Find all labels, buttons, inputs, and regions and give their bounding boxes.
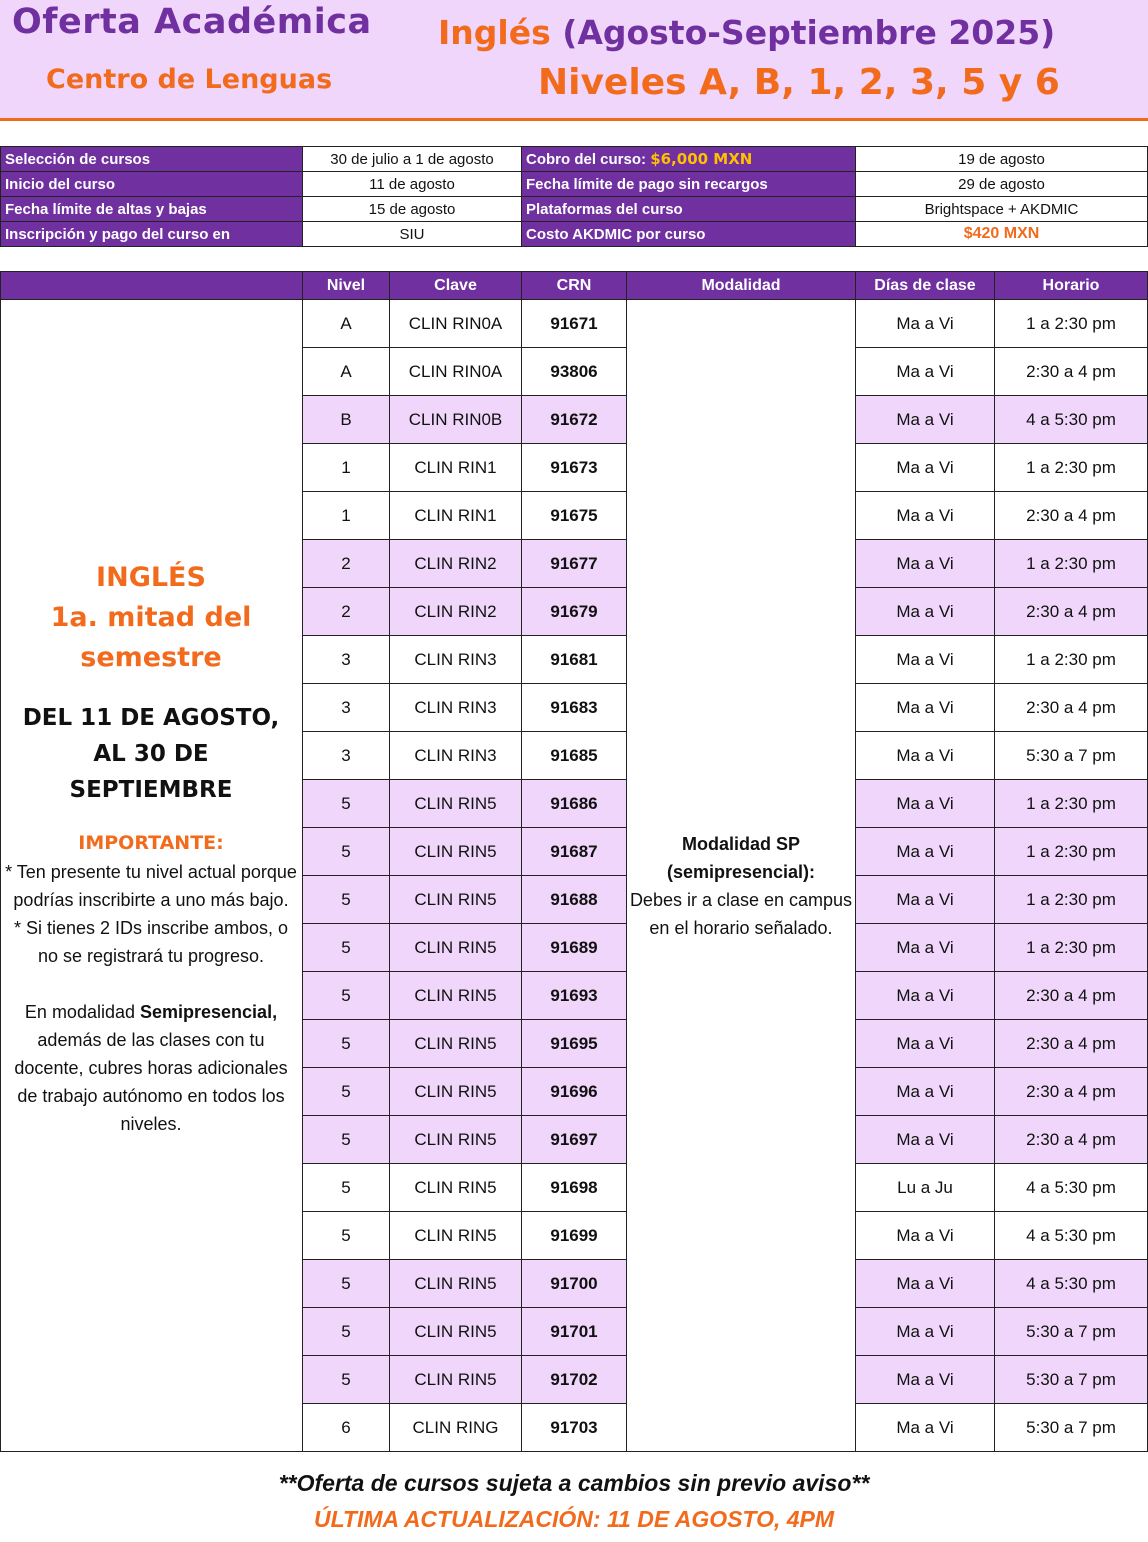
cell-nivel: 3 <box>303 732 390 780</box>
cell-crn: 91685 <box>522 732 627 780</box>
cell-clave: CLIN RIN5 <box>390 972 522 1020</box>
header-clave: Clave <box>390 272 522 300</box>
header-horario: Horario <box>995 272 1148 300</box>
cell-nivel: 6 <box>303 1404 390 1452</box>
cell-horario: 1 a 2:30 pm <box>995 636 1148 684</box>
cell-dias: Ma a Vi <box>856 540 995 588</box>
cell-dias: Ma a Vi <box>856 924 995 972</box>
cell-clave: CLIN RIN5 <box>390 1356 522 1404</box>
cell-dias: Ma a Vi <box>856 1308 995 1356</box>
last-updated-text: ÚLTIMA ACTUALIZACIÓN: 11 DE AGOSTO, 4PM <box>313 1506 835 1532</box>
cell-clave: CLIN RIN5 <box>390 1260 522 1308</box>
cell-clave: CLIN RIN0A <box>390 348 522 396</box>
cell-dias: Ma a Vi <box>856 1356 995 1404</box>
cell-nivel: 5 <box>303 828 390 876</box>
cell-horario: 1 a 2:30 pm <box>995 300 1148 348</box>
cell-clave: CLIN RIN5 <box>390 1164 522 1212</box>
course-name-line: semestre <box>80 642 222 673</box>
cell-horario: 2:30 a 4 pm <box>995 492 1148 540</box>
cobro-price: $6,000 MXN <box>650 150 753 168</box>
cell-dias: Ma a Vi <box>856 300 995 348</box>
cell-clave: CLIN RIN1 <box>390 444 522 492</box>
cell-nivel: 2 <box>303 588 390 636</box>
disclaimer-text: **Oferta de cursos sujeta a cambios sin previo aviso** <box>278 1470 870 1496</box>
cell-nivel: 5 <box>303 1164 390 1212</box>
cell-clave: CLIN RIN3 <box>390 636 522 684</box>
cell-dias: Ma a Vi <box>856 828 995 876</box>
cobro-label: Cobro del curso: <box>526 151 647 168</box>
cell-crn: 91672 <box>522 396 627 444</box>
info-value: SIU <box>303 222 522 247</box>
course-name-line: INGLÉS <box>96 562 206 593</box>
modalidad-title: Modalidad SP <box>681 834 800 854</box>
cell-dias: Ma a Vi <box>856 732 995 780</box>
cell-nivel: A <box>303 300 390 348</box>
course-info-panel <box>1 300 303 1452</box>
header-modalidad: Modalidad <box>627 272 856 300</box>
page-title: Oferta Académica <box>12 2 372 42</box>
cell-horario: 5:30 a 7 pm <box>995 1356 1148 1404</box>
info-label: Costo AKDMIC por curso <box>522 222 856 247</box>
cell-dias: Lu a Ju <box>856 1164 995 1212</box>
page-subtitle: Centro de Lenguas <box>46 64 333 95</box>
course-title <box>438 13 1098 52</box>
cell-crn: 91679 <box>522 588 627 636</box>
cell-clave: CLIN RIN5 <box>390 924 522 972</box>
cell-nivel: 5 <box>303 1356 390 1404</box>
cell-nivel: 5 <box>303 924 390 972</box>
info-value: 29 de agosto <box>856 172 1148 197</box>
cell-nivel: 2 <box>303 540 390 588</box>
important-note: * Si tienes 2 IDs inscribe ambos, o no se registrará tu progreso. <box>13 918 289 966</box>
cell-horario: 4 a 5:30 pm <box>995 1212 1148 1260</box>
info-label: Inscripción y pago del curso en <box>1 222 303 247</box>
schedule-table <box>0 271 1148 1452</box>
header-crn: CRN <box>522 272 627 300</box>
cell-crn: 91695 <box>522 1020 627 1068</box>
cell-dias: Ma a Vi <box>856 1116 995 1164</box>
course-name-line: 1a. mitad del <box>50 602 252 633</box>
cell-dias: Ma a Vi <box>856 1020 995 1068</box>
cell-horario: 2:30 a 4 pm <box>995 348 1148 396</box>
modalidad-text: Debes ir a clase en campus en el horario señalado. <box>629 890 853 938</box>
cell-crn: 91677 <box>522 540 627 588</box>
cell-nivel: 1 <box>303 492 390 540</box>
cell-crn: 91696 <box>522 1068 627 1116</box>
cell-dias: Ma a Vi <box>856 636 995 684</box>
cell-horario: 1 a 2:30 pm <box>995 924 1148 972</box>
cell-nivel: 5 <box>303 1212 390 1260</box>
cell-clave: CLIN RIN2 <box>390 588 522 636</box>
header-banner <box>0 0 1148 118</box>
cell-horario: 5:30 a 7 pm <box>995 1404 1148 1452</box>
cell-crn: 91671 <box>522 300 627 348</box>
cell-nivel: 5 <box>303 876 390 924</box>
cell-clave: CLIN RIN2 <box>390 540 522 588</box>
cell-horario: 2:30 a 4 pm <box>995 972 1148 1020</box>
cell-clave: CLIN RIN5 <box>390 1308 522 1356</box>
cell-crn: 91693 <box>522 972 627 1020</box>
cell-clave: CLIN RIN5 <box>390 1068 522 1116</box>
modality-note-pre: En modalidad <box>24 1002 140 1022</box>
info-value: 19 de agosto <box>856 147 1148 172</box>
info-label: Fecha límite de altas y bajas <box>1 197 303 222</box>
cell-clave: CLIN RIN5 <box>390 1212 522 1260</box>
cell-crn: 91703 <box>522 1404 627 1452</box>
info-value: 11 de agosto <box>303 172 522 197</box>
cell-clave: CLIN RIN0A <box>390 300 522 348</box>
schedule-body <box>1 300 1148 1452</box>
cell-horario: 2:30 a 4 pm <box>995 684 1148 732</box>
cell-horario: 1 a 2:30 pm <box>995 444 1148 492</box>
cell-clave: CLIN RIN1 <box>390 492 522 540</box>
cell-crn: 91689 <box>522 924 627 972</box>
cell-crn: 91697 <box>522 1116 627 1164</box>
cell-crn: 91673 <box>522 444 627 492</box>
info-table <box>0 146 1148 247</box>
cell-horario: 4 a 5:30 pm <box>995 396 1148 444</box>
cell-horario: 1 a 2:30 pm <box>995 876 1148 924</box>
cell-dias: Ma a Vi <box>856 684 995 732</box>
cell-clave: CLIN RIN0B <box>390 396 522 444</box>
cell-horario: 1 a 2:30 pm <box>995 780 1148 828</box>
info-value: $420 MXN <box>856 222 1148 247</box>
cell-clave: CLIN RIN5 <box>390 828 522 876</box>
info-label: Fecha límite de pago sin recargos <box>522 172 856 197</box>
cell-clave: CLIN RIN5 <box>390 1116 522 1164</box>
course-info-content <box>1 558 301 1138</box>
cell-clave: CLIN RIN3 <box>390 684 522 732</box>
cell-clave: CLIN RIN5 <box>390 876 522 924</box>
cell-nivel: 5 <box>303 780 390 828</box>
cell-horario: 5:30 a 7 pm <box>995 732 1148 780</box>
cell-horario: 1 a 2:30 pm <box>995 540 1148 588</box>
table-row <box>1 300 1148 348</box>
cell-crn: 93806 <box>522 348 627 396</box>
cell-dias: Ma a Vi <box>856 492 995 540</box>
cell-dias: Ma a Vi <box>856 780 995 828</box>
cell-clave: CLIN RING <box>390 1404 522 1452</box>
cell-dias: Ma a Vi <box>856 1212 995 1260</box>
cell-nivel: 5 <box>303 1308 390 1356</box>
course-dates-line: AL 30 DE <box>93 741 209 767</box>
course-period: (Agosto-Septiembre 2025) <box>562 13 1056 52</box>
cell-dias: Ma a Vi <box>856 1404 995 1452</box>
header-blank <box>1 272 303 300</box>
cell-clave: CLIN RIN5 <box>390 780 522 828</box>
header-divider <box>0 118 1148 121</box>
cell-dias: Ma a Vi <box>856 348 995 396</box>
cell-horario: 1 a 2:30 pm <box>995 828 1148 876</box>
cell-nivel: 3 <box>303 684 390 732</box>
cell-nivel: 5 <box>303 1068 390 1116</box>
cell-clave: CLIN RIN3 <box>390 732 522 780</box>
course-dates <box>1 700 301 808</box>
cell-horario: 2:30 a 4 pm <box>995 1068 1148 1116</box>
cell-dias: Ma a Vi <box>856 588 995 636</box>
modalidad-content <box>627 830 855 942</box>
cell-dias: Ma a Vi <box>856 444 995 492</box>
schedule-header-row <box>1 272 1148 300</box>
cell-crn: 91686 <box>522 780 627 828</box>
modalidad-title: (semipresencial): <box>666 862 816 882</box>
cell-clave: CLIN RIN5 <box>390 1020 522 1068</box>
cell-nivel: A <box>303 348 390 396</box>
cell-horario: 2:30 a 4 pm <box>995 1116 1148 1164</box>
cell-crn: 91702 <box>522 1356 627 1404</box>
info-label <box>522 147 856 172</box>
cell-horario: 2:30 a 4 pm <box>995 588 1148 636</box>
course-dates-line: DEL 11 DE AGOSTO, <box>22 705 280 731</box>
cell-nivel: B <box>303 396 390 444</box>
important-note: * Ten presente tu nivel actual porque podrías inscribirte a uno más bajo. <box>5 862 297 910</box>
cell-crn: 91688 <box>522 876 627 924</box>
cell-crn: 91683 <box>522 684 627 732</box>
cell-crn: 91700 <box>522 1260 627 1308</box>
info-row <box>1 172 1148 197</box>
cell-crn: 91699 <box>522 1212 627 1260</box>
cell-dias: Ma a Vi <box>856 972 995 1020</box>
modality-note-post: además de las clases con tu docente, cubres horas adicionales de trabajo autónomo en todos los niveles. <box>14 1030 288 1134</box>
cell-nivel: 1 <box>303 444 390 492</box>
course-word: Inglés <box>438 13 551 52</box>
important-heading: IMPORTANTE: <box>78 832 224 854</box>
cell-horario: 4 a 5:30 pm <box>995 1164 1148 1212</box>
info-label: Selección de cursos <box>1 147 303 172</box>
cell-crn: 91681 <box>522 636 627 684</box>
cell-nivel: 3 <box>303 636 390 684</box>
info-value: 15 de agosto <box>303 197 522 222</box>
cell-horario: 2:30 a 4 pm <box>995 1020 1148 1068</box>
modalidad-cell <box>627 300 856 1452</box>
modality-note-bold: Semipresencial, <box>140 1002 278 1022</box>
course-levels: Niveles A, B, 1, 2, 3, 5 y 6 <box>538 62 1060 103</box>
cell-horario: 5:30 a 7 pm <box>995 1308 1148 1356</box>
info-row <box>1 222 1148 247</box>
cell-nivel: 5 <box>303 1260 390 1308</box>
cell-dias: Ma a Vi <box>856 1068 995 1116</box>
header-dias: Días de clase <box>856 272 995 300</box>
info-value: 30 de julio a 1 de agosto <box>303 147 522 172</box>
cell-nivel: 5 <box>303 972 390 1020</box>
cell-nivel: 5 <box>303 1116 390 1164</box>
cell-crn: 91698 <box>522 1164 627 1212</box>
info-row <box>1 147 1148 172</box>
info-label: Inicio del curso <box>1 172 303 197</box>
info-row <box>1 197 1148 222</box>
cell-horario: 4 a 5:30 pm <box>995 1260 1148 1308</box>
info-label: Plataformas del curso <box>522 197 856 222</box>
cell-dias: Ma a Vi <box>856 876 995 924</box>
modality-note <box>1 998 301 1138</box>
header-nivel: Nivel <box>303 272 390 300</box>
cell-dias: Ma a Vi <box>856 1260 995 1308</box>
cell-nivel: 5 <box>303 1020 390 1068</box>
cell-crn: 91701 <box>522 1308 627 1356</box>
cell-dias: Ma a Vi <box>856 396 995 444</box>
cell-crn: 91675 <box>522 492 627 540</box>
info-value: Brightspace + AKDMIC <box>856 197 1148 222</box>
course-dates-line: SEPTIEMBRE <box>69 777 233 803</box>
cell-crn: 91687 <box>522 828 627 876</box>
